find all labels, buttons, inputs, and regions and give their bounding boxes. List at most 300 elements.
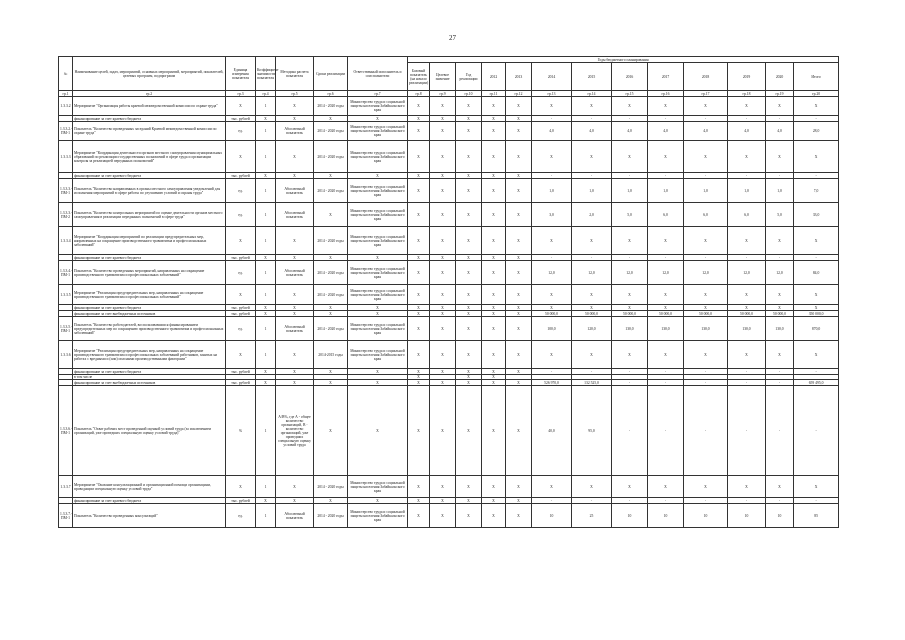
table-cell: Министерство труда и социальной защиты населения Забайкальского края	[348, 476, 408, 498]
column-number: гр.8	[408, 91, 430, 97]
table-cell: -	[648, 386, 684, 476]
column-number: гр.16	[648, 91, 684, 97]
table-cell: 6,0	[648, 203, 684, 227]
table-cell: X	[408, 227, 430, 255]
table-cell: -	[766, 386, 794, 476]
table-cell: 50 000,0	[532, 311, 572, 317]
table-cell: X	[408, 504, 430, 528]
table-cell: X	[430, 227, 456, 255]
table-cell: X	[456, 311, 482, 317]
table-cell: X	[482, 255, 506, 261]
row-description: в том числе	[73, 375, 226, 380]
header-target: Целевое значение	[430, 63, 456, 91]
table-cell: X	[766, 476, 794, 498]
table-cell: X	[612, 285, 648, 305]
table-cell: 1	[256, 97, 276, 116]
table-cell: X	[456, 255, 482, 261]
table-cell: 5,0	[766, 203, 794, 227]
table-cell: X	[430, 476, 456, 498]
table-cell: тыс. рублей	[226, 255, 256, 261]
table-row	[59, 341, 839, 369]
table-cell: X	[456, 504, 482, 528]
table-cell: X	[226, 97, 256, 116]
table-cell: X	[430, 380, 456, 386]
table-cell: X	[408, 317, 430, 341]
table-cell: ед.	[226, 122, 256, 141]
table-cell: -	[532, 369, 572, 375]
table-cell: X	[532, 476, 572, 498]
table-cell: X	[794, 97, 839, 116]
row-description: финансирование за счет краевого бюджета	[73, 116, 226, 122]
table-cell: X	[456, 476, 482, 498]
table-cell: X	[456, 375, 482, 380]
table-cell: %	[226, 386, 256, 476]
table-cell: -	[572, 255, 612, 261]
table-cell: X	[612, 97, 648, 116]
table-cell: X	[506, 122, 532, 141]
column-number: гр.17	[684, 91, 728, 97]
table-cell: X	[532, 341, 572, 369]
table-cell: X	[408, 375, 430, 380]
table-cell: -	[766, 498, 794, 504]
table-cell: -	[766, 255, 794, 261]
row-description: финансирование за счет краевого бюджета	[73, 498, 226, 504]
table-cell: 130,0	[728, 317, 766, 341]
table-cell: X	[456, 141, 482, 173]
table-cell: 1,0	[532, 179, 572, 203]
table-cell: X	[506, 311, 532, 317]
column-number: гр.12	[506, 91, 532, 97]
table-cell: 100,0	[532, 317, 572, 341]
table-cell: X	[276, 141, 314, 173]
table-cell: X	[482, 317, 506, 341]
table-cell: X	[728, 476, 766, 498]
header-term: Сроки реализации	[314, 57, 348, 91]
table-cell: 2014 - 2020 годы	[314, 122, 348, 141]
table-cell: -	[728, 116, 766, 122]
table-cell: -	[648, 380, 684, 386]
table-cell: X	[794, 476, 839, 498]
table-cell: X	[430, 173, 456, 179]
row-description: финансирование за счет краевого бюджета	[73, 173, 226, 179]
table-cell: X	[482, 97, 506, 116]
table-cell: -	[572, 173, 612, 179]
table-cell: X	[408, 97, 430, 116]
table-cell: X	[506, 498, 532, 504]
table-cell: 28,0	[794, 122, 839, 141]
table-cell: 10	[648, 504, 684, 528]
page-number: 27	[449, 34, 456, 42]
table-cell: X	[506, 341, 532, 369]
table-cell: 10	[684, 504, 728, 528]
table-row	[59, 504, 839, 528]
table-cell: -	[766, 173, 794, 179]
table-cell: -	[648, 116, 684, 122]
table-cell: тыс. рублей	[226, 305, 256, 311]
table-row	[59, 179, 839, 203]
table-cell: тыс. рублей	[226, 369, 256, 375]
table-cell: 130,0	[648, 317, 684, 341]
table-cell: 1,0	[612, 179, 648, 203]
table-cell: 350 000,0	[794, 311, 839, 317]
table-cell: Абсолютный показатель	[276, 317, 314, 341]
table-cell: -	[648, 369, 684, 375]
table-cell: X	[506, 179, 532, 203]
table-cell: X	[276, 227, 314, 255]
table-cell: -	[684, 369, 728, 375]
table-cell: -	[728, 173, 766, 179]
table-cell: X	[728, 141, 766, 173]
table-cell: -	[572, 116, 612, 122]
table-cell: X	[612, 341, 648, 369]
table-cell: X	[612, 305, 648, 311]
table-cell: -	[648, 498, 684, 504]
column-number: гр.15	[612, 91, 648, 97]
table-cell: -	[532, 173, 572, 179]
table-cell: X	[648, 227, 684, 255]
table-cell: X	[684, 227, 728, 255]
row-description: финансирование за счет краевого бюджета	[73, 255, 226, 261]
table-cell: X	[430, 179, 456, 203]
table-cell: 5,0	[612, 203, 648, 227]
table-cell: 1,0	[728, 179, 766, 203]
table-cell: 1	[256, 317, 276, 341]
table-cell: X	[408, 285, 430, 305]
column-number: гр.14	[572, 91, 612, 97]
table-cell: Министерство труда и социальной защиты населения Забайкальского края	[348, 341, 408, 369]
table-cell: тыс. рублей	[226, 498, 256, 504]
table-cell: -	[728, 386, 766, 476]
table-cell: 4,0	[648, 122, 684, 141]
table-cell: X	[430, 305, 456, 311]
header-year: 2017	[648, 63, 684, 91]
table-cell: X	[408, 369, 430, 375]
table-cell: 1,0	[572, 179, 612, 203]
table-cell: 50 000,0	[766, 311, 794, 317]
row-code: 1.3.3.5.-ПМ-1	[59, 317, 73, 341]
table-cell: X	[766, 285, 794, 305]
table-cell: X	[276, 255, 314, 261]
table-cell: -	[612, 369, 648, 375]
table-cell: X	[348, 311, 408, 317]
row-description: финансирование за счет внебюджетных источников	[73, 311, 226, 317]
table-cell: 4,0	[532, 122, 572, 141]
table-cell: -	[794, 386, 839, 476]
table-cell: тыс. рублей	[226, 116, 256, 122]
table-cell: 1	[256, 179, 276, 203]
table-cell: Абсолютный показатель	[276, 261, 314, 285]
row-description: Мероприятие "Оказание консультационной и организационной помощи организациям, проводящим специальную оценку условий труда"	[73, 476, 226, 498]
table-cell: -	[612, 173, 648, 179]
table-cell: X	[532, 285, 572, 305]
table-cell: X	[506, 141, 532, 173]
table-cell: X	[226, 285, 256, 305]
table-cell: X	[728, 305, 766, 311]
column-number: гр.2	[73, 91, 226, 97]
header-year: 2014	[532, 63, 572, 91]
table-cell: 2,0	[572, 203, 612, 227]
table-cell: 1	[256, 285, 276, 305]
table-cell: X	[482, 369, 506, 375]
row-description: Показатель "Количество проведенных заседаний Краевой межведомственной комиссии по охране труда"	[73, 122, 226, 141]
table-cell: 4,0	[684, 122, 728, 141]
table-cell: X	[506, 504, 532, 528]
table-cell: X	[572, 97, 612, 116]
table-cell: X	[506, 227, 532, 255]
table-cell: X	[482, 285, 506, 305]
table-cell: X	[314, 255, 348, 261]
table-cell: X	[348, 380, 408, 386]
table-cell: Министерство труда и социальной защиты населения Забайкальского края	[348, 285, 408, 305]
table-cell: -	[684, 116, 728, 122]
table-row	[59, 97, 839, 116]
table-cell: -	[648, 255, 684, 261]
table-cell: X	[408, 116, 430, 122]
table-cell: -	[766, 380, 794, 386]
table-cell: X	[456, 341, 482, 369]
table-cell: X	[648, 476, 684, 498]
table-cell: X	[456, 386, 482, 476]
table-cell: 526 970,0	[532, 380, 572, 386]
column-number: гр.9	[430, 91, 456, 97]
table-row	[59, 317, 839, 341]
table-cell: X	[794, 227, 839, 255]
table-cell: X	[728, 227, 766, 255]
row-description: Мероприятие "Реализация предупредительных мер, направленных на сокращение производственного травматизма и профессиональных заболеваний работников, занятых на работах с вредными и (или) опасными производственными факторами"	[73, 341, 226, 369]
table-cell: 2014 - 2020 годы	[314, 476, 348, 498]
table-cell: X	[482, 504, 506, 528]
table-cell: X	[430, 141, 456, 173]
table-cell: Министерство труда и социальной защиты населения Забайкальского края	[348, 317, 408, 341]
header-unit: Единица измерения показателя	[226, 57, 256, 91]
row-code: 1.3.3.6	[59, 341, 73, 369]
table-row	[59, 476, 839, 498]
header-responsible: Ответственный исполнитель и соисполнители	[348, 57, 408, 91]
table-cell: X	[408, 386, 430, 476]
table-cell: X	[430, 369, 456, 375]
table-cell: X	[456, 203, 482, 227]
table-cell: X	[430, 122, 456, 141]
table-cell: 10	[612, 504, 648, 528]
row-description: Показатель "Количество проведенных консультаций"	[73, 504, 226, 528]
table-cell: X	[456, 369, 482, 375]
table-cell: X	[226, 141, 256, 173]
table-cell: X	[482, 227, 506, 255]
table-cell: X	[256, 498, 276, 504]
table-cell: X	[276, 369, 314, 375]
table-cell: X	[276, 173, 314, 179]
table-cell: -	[766, 116, 794, 122]
table-cell: X	[482, 261, 506, 285]
table-cell: X	[482, 341, 506, 369]
table-cell: X	[256, 116, 276, 122]
table-cell: X	[482, 179, 506, 203]
table-cell: -	[684, 255, 728, 261]
table-cell: 1,0	[684, 179, 728, 203]
column-number: гр.7	[348, 91, 408, 97]
header-base: Базовый показатель (на начало реализации)	[408, 63, 430, 91]
table-cell: ед.	[226, 261, 256, 285]
header-coef: Коэффициент значимости показателя	[256, 57, 276, 91]
table-cell: X	[276, 97, 314, 116]
row-description: Показатель "Количество проведенных мероприятий, направленных на сокращение производственного травматизма и профессиональных заболеваний"	[73, 261, 226, 285]
header-total: Итого	[794, 63, 839, 91]
table-cell: X	[256, 380, 276, 386]
table-cell: 10	[728, 504, 766, 528]
table-cell: X	[430, 285, 456, 305]
header-year-impl: Год реализации	[456, 63, 482, 91]
table-cell: X	[314, 173, 348, 179]
row-description: финансирование за счет краевого бюджета	[73, 369, 226, 375]
table-cell: 1	[256, 141, 276, 173]
table-cell: X	[684, 341, 728, 369]
table-cell: 2014 - 2020 годы	[314, 97, 348, 116]
table-cell: X	[506, 203, 532, 227]
table-cell: X	[256, 369, 276, 375]
table-cell: -	[648, 173, 684, 179]
table-cell: 130,0	[766, 317, 794, 341]
row-description: финансирование за счет краевого бюджета	[73, 305, 226, 311]
table-cell: 870,0	[794, 317, 839, 341]
table-cell: X	[482, 375, 506, 380]
table-cell: Абсолютный показатель	[276, 122, 314, 141]
table-cell: X	[728, 285, 766, 305]
row-code: 1.3.3.3.-ПМ-1	[59, 179, 73, 203]
table-cell: X	[572, 141, 612, 173]
table-cell: X	[430, 203, 456, 227]
table-cell: X	[684, 476, 728, 498]
table-cell: X	[314, 369, 348, 375]
table-cell: -	[532, 255, 572, 261]
table-cell: X	[456, 305, 482, 311]
table-cell: -	[612, 386, 648, 476]
row-description: Мероприятие "Координация деятельности органов местного самоуправления муниципальных образований по реализации государственных полномочий в сфере труда и организации контроля за реализацией переданных полномочий"	[73, 141, 226, 173]
column-number: гр.6	[314, 91, 348, 97]
table-cell: 25	[572, 504, 612, 528]
table-cell: X	[648, 285, 684, 305]
table-cell: 1,0	[766, 179, 794, 203]
table-cell: X	[572, 227, 612, 255]
table-cell: X	[572, 341, 612, 369]
table-cell: -	[532, 498, 572, 504]
table-cell: X	[506, 305, 532, 311]
table-cell: тыс. рублей	[226, 311, 256, 317]
table-cell: 6,0	[684, 203, 728, 227]
table-cell: X	[532, 305, 572, 311]
table-cell: X	[482, 305, 506, 311]
row-description: Показатель "Охват рабочих мест проведенной оценкой условий труда (за исключением организаций, уже проведших специальную оценку условий труда)"	[73, 386, 226, 476]
table-cell: 2014 - 2020 годы	[314, 179, 348, 203]
table-cell: X	[482, 173, 506, 179]
program-table	[58, 56, 839, 528]
table-cell: X	[408, 141, 430, 173]
column-number: гр.18	[728, 91, 766, 97]
header-year: 2016	[612, 63, 648, 91]
table-cell: Министерство труда и социальной защиты населения Забайкальского края	[348, 122, 408, 141]
table-cell: X	[482, 498, 506, 504]
table-cell: X	[506, 317, 532, 341]
table-cell: X	[314, 380, 348, 386]
header-method: Методика расчета показателя	[276, 57, 314, 91]
table-cell: X	[408, 255, 430, 261]
table-cell: -	[612, 255, 648, 261]
table-cell: 6,0	[728, 203, 766, 227]
header-year: 2019	[728, 63, 766, 91]
table-cell: X	[430, 311, 456, 317]
table-cell: 85	[794, 504, 839, 528]
table-cell: Министерство труда и социальной защиты населения Забайкальского края	[348, 179, 408, 203]
table-cell: X	[314, 116, 348, 122]
table-cell: -	[612, 498, 648, 504]
table-row	[59, 227, 839, 255]
table-cell: X	[226, 341, 256, 369]
table-cell: 12,0	[728, 261, 766, 285]
table-cell: X	[482, 380, 506, 386]
table-cell: X	[506, 97, 532, 116]
header-name: Наименование целей, задач, мероприятий, основных мероприятий, мероприятий, показателей, целевых программ, подпрограмм	[73, 57, 226, 91]
table-cell: ед.	[226, 179, 256, 203]
table-cell: X	[728, 341, 766, 369]
table-cell: X	[408, 203, 430, 227]
table-cell: X	[276, 341, 314, 369]
table-cell: X	[532, 227, 572, 255]
table-cell: X	[276, 285, 314, 305]
table-cell: Министерство труда и социальной защиты населения Забайкальского края	[348, 504, 408, 528]
table-cell: X	[684, 97, 728, 116]
table-cell: X	[456, 179, 482, 203]
table-cell: X	[226, 227, 256, 255]
table-cell: X	[348, 116, 408, 122]
table-cell: X	[506, 255, 532, 261]
table-cell: X	[572, 285, 612, 305]
table-cell: X	[456, 498, 482, 504]
table-cell: -	[728, 498, 766, 504]
row-code: 1.3.3.7.-ПМ-1	[59, 504, 73, 528]
table-cell: X	[482, 122, 506, 141]
table-row	[59, 261, 839, 285]
table-cell: X	[506, 369, 532, 375]
table-cell: X	[276, 476, 314, 498]
table-cell: 50 000,0	[684, 311, 728, 317]
table-cell: 12,0	[532, 261, 572, 285]
table-cell: X	[430, 97, 456, 116]
table-cell: -	[728, 380, 766, 386]
row-code: 1.3.3.2.-ПМ-1	[59, 122, 73, 141]
table-cell: 7,0	[794, 179, 839, 203]
table-cell: X	[408, 498, 430, 504]
table-cell: X	[482, 476, 506, 498]
table-cell: 1	[256, 261, 276, 285]
table-cell: X	[456, 97, 482, 116]
table-cell: 1	[256, 504, 276, 528]
table-cell: 1	[256, 476, 276, 498]
table-cell: X	[482, 141, 506, 173]
table-cell: X	[276, 305, 314, 311]
table-cell: X	[794, 341, 839, 369]
table-cell: X	[408, 341, 430, 369]
table-cell: X	[276, 380, 314, 386]
table-cell: X	[506, 476, 532, 498]
table-cell: Министерство труда и социальной защиты населения Забайкальского края	[348, 203, 408, 227]
table-cell: 12,0	[572, 261, 612, 285]
row-code: 1.3.3.3.-ПМ-2	[59, 203, 73, 227]
table-cell: 12,0	[766, 261, 794, 285]
table-cell: тыс. рублей	[226, 173, 256, 179]
table-cell: X	[348, 369, 408, 375]
row-code: 1.3.3.4.-ПМ-1	[59, 261, 73, 285]
table-cell: X	[456, 173, 482, 179]
table-cell: 4,0	[572, 122, 612, 141]
